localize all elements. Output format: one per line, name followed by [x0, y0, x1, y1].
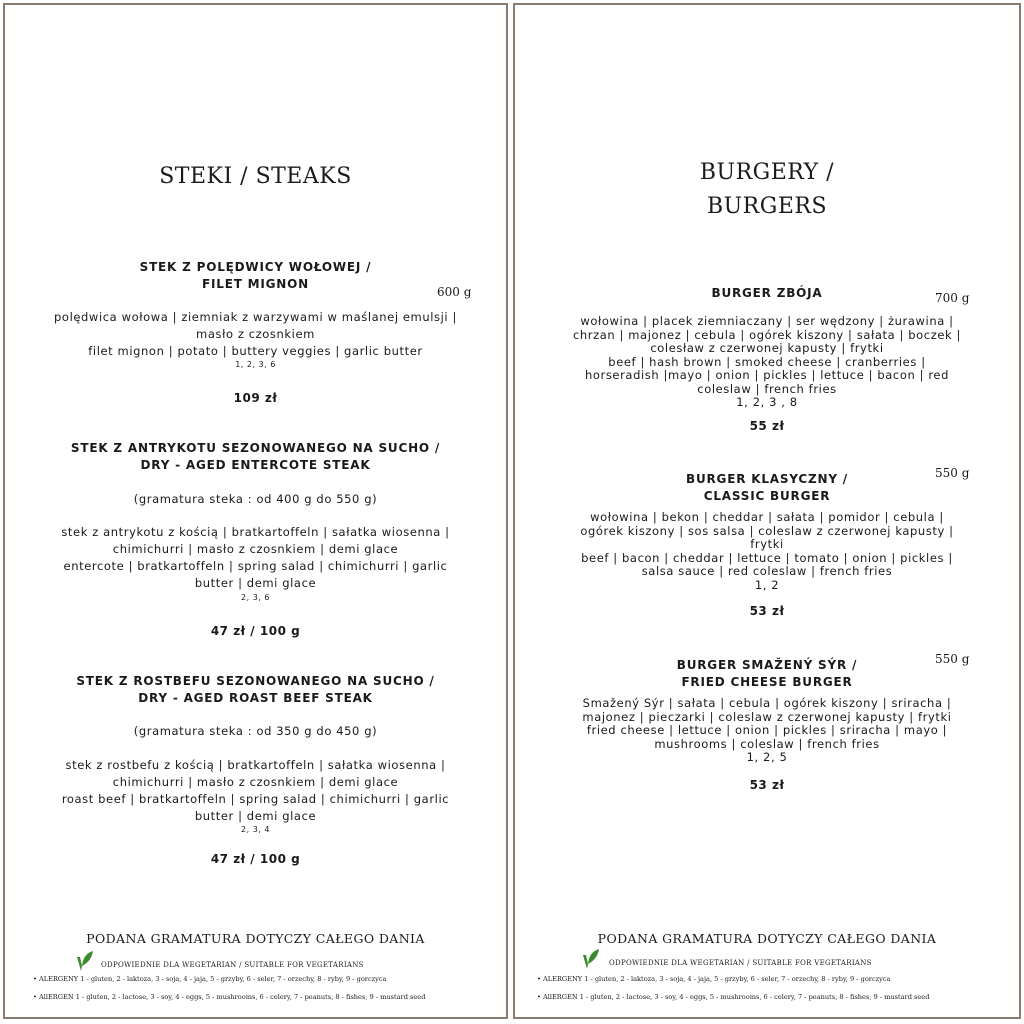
desc-line: 1, 2, 5 — [746, 750, 788, 764]
desc-line: chimichurri | masło z czosnkiem | demi glace — [112, 542, 399, 556]
allergens-legend-en: • AllERGEN 1 - gluten, 2 - lactose, 3 - soy, 4 - eggs, 5 - mushrooms, 6 - celery, 7 - peanuts, 8 - fishes, 9 - mustard seed — [33, 993, 426, 1001]
dish-description — [545, 315, 989, 410]
desc-line: chrzan | majonez | cebula | ogórek kiszony | sałata | boczek | — [572, 327, 962, 342]
dish-weight: 700 g — [935, 291, 970, 305]
desc-line: roast beef | bratkartoffeln | spring salad | chimichurri | garlic — [61, 792, 450, 806]
allergens-legend-pl: • ALERGENY 1 - gluten, 2 - laktoza, 3 - soja, 4 - jaja, 5 - grzyby, 6 - seler, 7 - orzechy, 8 - ryby, 9 - gorczyca — [33, 975, 387, 983]
dish-description — [545, 511, 989, 592]
desc-line: coleslaw | french fries — [697, 381, 837, 396]
dish-name-line: STEK Z ROSTBEFU SEZONOWANEGO NA SUCHO / — [76, 674, 435, 688]
dish-name-line: DRY - AGED ROAST BEEF STEAK — [138, 691, 373, 705]
dish-name — [45, 440, 466, 474]
desc-line: beef | bacon | cheddar | lettuce | tomato | onion | pickles | — [581, 550, 953, 565]
desc-line: entercote | bratkartoffeln | spring salad | chimichurri | garlic — [63, 559, 448, 573]
dish-weight: 550 g — [935, 466, 970, 480]
desc-line: majonez | pieczarki | coleslaw z czerwonej kapusty | frytki — [582, 709, 952, 724]
dish-weight: 550 g — [935, 652, 970, 666]
allergens-en-text: AllERGEN 1 - gluten, 2 - lactose, 3 - soy, 4 - eggs, 5 - mushrooms, 6 - celery, 7 - peanuts, 8 - fishes, 9 - mustard seed — [543, 993, 930, 1001]
allergens-legend-pl: • ALERGENY 1 - gluten, 2 - laktoza, 3 - soja, 4 - jaja, 5 - grzyby, 6 - seler, 7 - orzechy, 8 - ryby, 9 - gorczyca — [537, 975, 891, 983]
allergens-pl-text: ALERGENY 1 - gluten, 2 - laktoza, 3 - soja, 4 - jaja, 5 - grzyby, 6 - seler, 7 - orzechy, 8 - ryby, 9 - gorczyca — [39, 975, 387, 983]
dish-allergens: 1, 2, 3, 6 — [235, 360, 276, 369]
allergens-legend-en: • AllERGEN 1 - gluten, 2 - lactose, 3 - soy, 4 - eggs, 5 - mushrooms, 6 - celery, 7 - peanuts, 8 - fishes, 9 - mustard seed — [537, 993, 930, 1001]
desc-line: Smažený Sýr | sałata | cebula | ogórek kiszony | sriracha | — [582, 696, 952, 710]
desc-line: horseradish |mayo | onion | pickles | lettuce | bacon | red — [584, 368, 950, 382]
desc-line: chimichurri | masło z czosnkiem | demi glace — [112, 775, 399, 789]
desc-line: wołowina | bekon | cheddar | sałata | pomidor | cebula | — [590, 510, 944, 524]
desc-line: masło z czosnkiem — [196, 327, 315, 341]
dish-price: 47 zł / 100 g — [210, 624, 301, 638]
dish-name — [555, 471, 979, 505]
dish-name — [45, 673, 466, 707]
vegetarian-legend: ODPOWIEDNIE DLA WEGETARIAN / SUITABLE FOR VEGETARIANS — [609, 959, 872, 967]
gramature-note: PODANA GRAMATURA DOTYCZY CAŁEGO DANIA — [86, 931, 425, 946]
dish-price: 55 zł — [749, 419, 785, 433]
vegetarian-leaf-icon — [581, 947, 601, 971]
allergens-pl-text: ALERGENY 1 - gluten, 2 - laktoza, 3 - soja, 4 - jaja, 5 - grzyby, 6 - seler, 7 - orzechy, 8 - ryby, 9 - gorczyca — [543, 975, 891, 983]
dish-name-line: BURGER KLASYCZNY / — [686, 472, 848, 486]
dish-weight: 600 g — [437, 285, 472, 299]
dish-name-line: STEK Z ANTRYKOTU SEZONOWANEGO NA SUCHO / — [70, 441, 441, 455]
dish-gramature: (gramatura steka : od 350 g do 450 g) — [133, 724, 378, 738]
desc-line: beef | hash brown | smoked cheese | cranberries | — [608, 354, 926, 369]
dish-price: 53 zł — [749, 604, 785, 618]
dish-price: 47 zł / 100 g — [210, 852, 301, 866]
desc-line: fried cheese | lettuce | onion | pickles | sriracha | mayo | — [586, 723, 948, 737]
desc-line: ogórek kiszony | sos salsa | coleslaw z czerwonej kapusty | — [580, 523, 954, 538]
desc-line: polędwica wołowa | ziemniak z warzywami w maślanej emulsji | — [54, 310, 457, 324]
dish-gramature: (gramatura steka : od 400 g do 550 g) — [133, 492, 378, 506]
dish-name-line: BURGER SMAŽENÝ SÝR / — [676, 658, 858, 672]
steaks-menu-page — [3, 3, 508, 1019]
dish-price: 53 zł — [749, 778, 785, 792]
dish-name — [555, 657, 979, 691]
dish-name-line: FRIED CHEESE BURGER — [681, 675, 853, 689]
vegetarian-leaf-icon — [75, 949, 95, 973]
dish-name-line: CLASSIC BURGER — [703, 489, 831, 503]
page-title-line: BURGERY / — [699, 160, 835, 185]
dish-description — [35, 524, 476, 592]
desc-line: butter | demi glace — [194, 576, 317, 590]
desc-line: frytki — [750, 537, 784, 551]
gramature-note: PODANA GRAMATURA DOTYCZY CAŁEGO DANIA — [597, 931, 937, 946]
dish-allergens: 2, 3, 6 — [241, 593, 270, 602]
desc-line: 1, 2 — [754, 577, 780, 592]
desc-line: 1, 2, 3 , 8 — [736, 395, 798, 409]
desc-line: filet mignon | potato | buttery veggies | garlic butter — [88, 344, 423, 358]
dish-description — [545, 697, 989, 765]
dish-description — [35, 757, 476, 825]
page-title: STEKI / STEAKS — [159, 164, 352, 189]
desc-line: stek z antrykotu z kością | bratkartoffeln | sałatka wiosenna | — [61, 525, 450, 539]
dish-name-line: DRY - AGED ENTERCOTE STEAK — [140, 458, 371, 472]
desc-line: mushrooms | coleslaw | french fries — [654, 736, 880, 751]
desc-line: colesław z czerwonej kapusty | frytki — [650, 341, 884, 355]
desc-line: salsa sauce | red coleslaw | french fries — [641, 564, 893, 578]
desc-line: butter | demi glace — [194, 809, 317, 823]
allergens-en-text: AllERGEN 1 - gluten, 2 - lactose, 3 - soy, 4 - eggs, 5 - mushrooms, 6 - celery, 7 - peanuts, 8 - fishes, 9 - mustard seed — [39, 993, 426, 1001]
dish-name-line: FILET MIGNON — [201, 277, 309, 291]
page-title-line: BURGERS — [706, 194, 828, 219]
desc-line: wołowina | placek ziemniaczany | ser wędzony | żurawina | — [580, 314, 954, 328]
dish-allergens: 2, 3, 4 — [241, 825, 270, 834]
vegetarian-legend: ODPOWIEDNIE DLA WEGETARIAN / SUITABLE FOR VEGETARIANS — [101, 961, 364, 969]
dish-description — [35, 309, 476, 360]
desc-line: stek z rostbefu z kością | bratkartoffeln | sałatka wiosenna | — [65, 758, 446, 772]
dish-name — [45, 259, 466, 293]
dish-name: BURGER ZBÓJA — [711, 286, 823, 300]
dish-name-line: STEK Z POLĘDWICY WOŁOWEJ / — [139, 260, 372, 274]
burgers-menu-page — [513, 3, 1021, 1019]
page-title — [515, 156, 1019, 224]
dish-price: 109 zł — [233, 391, 278, 405]
